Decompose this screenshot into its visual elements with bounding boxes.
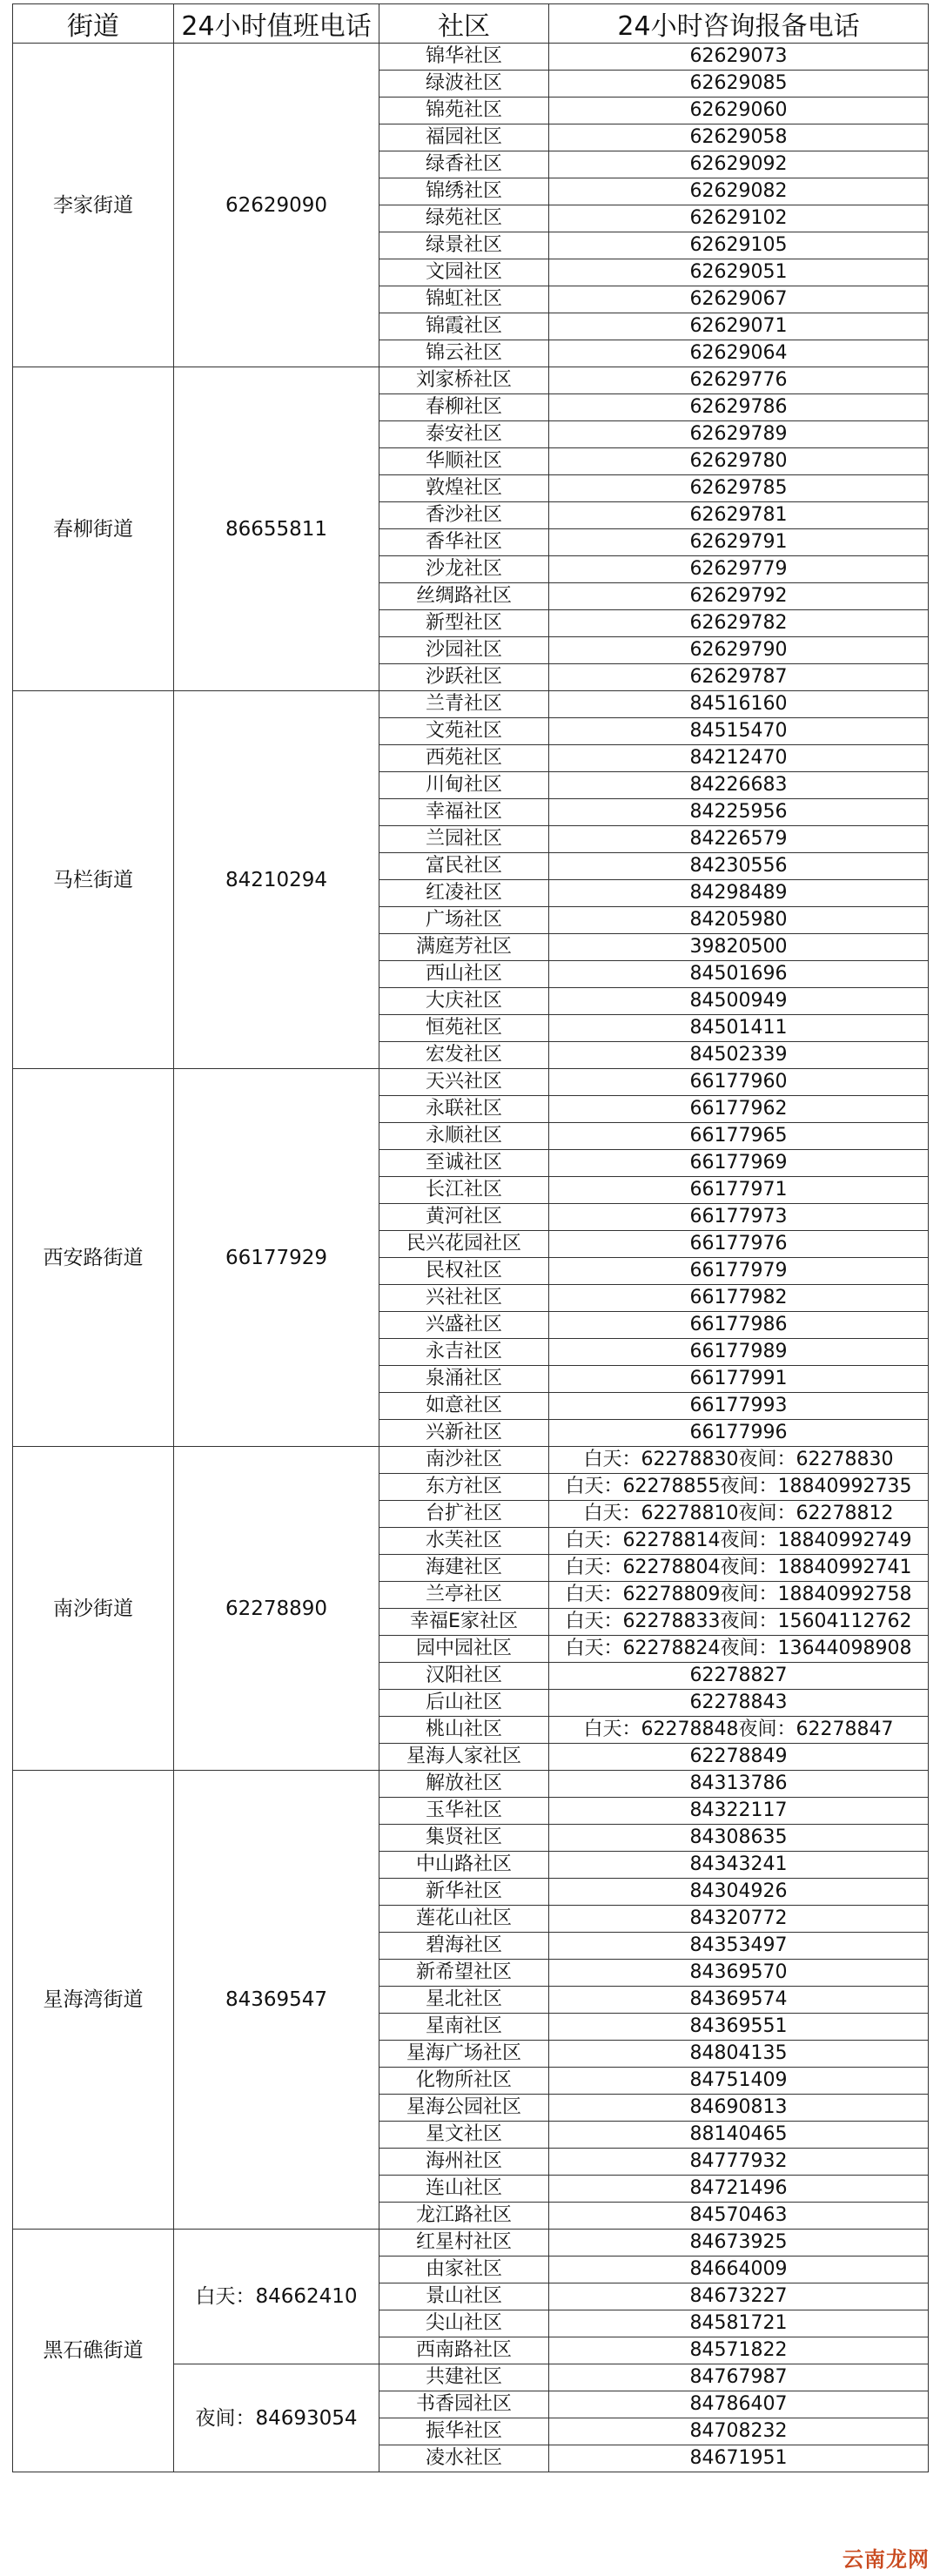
community-name: 星海广场社区: [379, 2041, 549, 2068]
community-name: 至诚社区: [379, 1150, 549, 1177]
community-name: 桃山社区: [379, 1717, 549, 1744]
community-name: 后山社区: [379, 1690, 549, 1717]
community-phone: 66177986: [549, 1312, 929, 1339]
community-name: 富民社区: [379, 853, 549, 880]
community-phone: 62629781: [549, 502, 929, 529]
community-name: 沙龙社区: [379, 556, 549, 583]
phone-directory: [12, 3, 928, 2472]
community-phone: 84571822: [549, 2337, 929, 2364]
community-name: 连山社区: [379, 2176, 549, 2203]
directory-table: [12, 3, 929, 2472]
street-duty-phone: 66177929: [174, 1069, 379, 1447]
community-phone: 84516160: [549, 691, 929, 718]
community-name: 星海人家社区: [379, 1744, 549, 1771]
community-name: 文园社区: [379, 259, 549, 286]
community-phone: 39820500: [549, 934, 929, 961]
community-phone: 66177962: [549, 1096, 929, 1123]
community-name: 春柳社区: [379, 394, 549, 421]
community-phone: 84308635: [549, 1825, 929, 1852]
community-name: 绿苑社区: [379, 205, 549, 232]
community-name: 南沙社区: [379, 1447, 549, 1474]
community-name: 如意社区: [379, 1393, 549, 1420]
community-name: 解放社区: [379, 1771, 549, 1798]
community-name: 绿景社区: [379, 232, 549, 259]
table-row: [13, 691, 929, 718]
community-phone: 84581721: [549, 2310, 929, 2337]
community-phone: 62629058: [549, 124, 929, 151]
community-phone: 62629780: [549, 448, 929, 475]
community-phone: 84304926: [549, 1879, 929, 1906]
community-name: 书香园社区: [379, 2391, 549, 2418]
community-name: 红星村社区: [379, 2230, 549, 2257]
community-name: 泉涌社区: [379, 1366, 549, 1393]
community-name: 香沙社区: [379, 502, 549, 529]
community-phone: 84751409: [549, 2068, 929, 2095]
community-name: 沙跃社区: [379, 664, 549, 691]
community-phone: 白天：62278824夜间：13644098908: [549, 1636, 929, 1663]
community-phone: 白天：62278833夜间：15604112762: [549, 1609, 929, 1636]
community-phone: 62629786: [549, 394, 929, 421]
community-name: 华顺社区: [379, 448, 549, 475]
community-name: 星南社区: [379, 2014, 549, 2041]
community-phone: 84320772: [549, 1906, 929, 1933]
community-name: 锦云社区: [379, 340, 549, 367]
community-phone: 88140465: [549, 2122, 929, 2149]
community-phone: 62629085: [549, 71, 929, 98]
community-phone: 84313786: [549, 1771, 929, 1798]
community-phone: 66177979: [549, 1258, 929, 1285]
community-name: 星北社区: [379, 1987, 549, 2014]
street-name: 西安路街道: [13, 1069, 174, 1447]
community-phone: 84786407: [549, 2391, 929, 2418]
community-name: 星海公园社区: [379, 2095, 549, 2122]
community-name: 大庆社区: [379, 988, 549, 1015]
community-name: 丝绸路社区: [379, 583, 549, 610]
street-duty-phone-day: 白天：84662410: [174, 2230, 379, 2364]
community-name: 龙江路社区: [379, 2203, 549, 2230]
community-phone: 66177971: [549, 1177, 929, 1204]
community-phone: 84322117: [549, 1798, 929, 1825]
community-phone: 84353497: [549, 1933, 929, 1960]
community-name: 西苑社区: [379, 745, 549, 772]
community-name: 永吉社区: [379, 1339, 549, 1366]
street-name: 春柳街道: [13, 367, 174, 691]
community-name: 共建社区: [379, 2364, 549, 2391]
community-name: 锦绣社区: [379, 178, 549, 205]
header-duty-phone: 24小时值班电话: [174, 4, 379, 44]
header-consult-phone: 24小时咨询报备电话: [549, 4, 929, 44]
community-name: 中山路社区: [379, 1852, 549, 1879]
community-phone: 84500949: [549, 988, 929, 1015]
community-phone: 62278849: [549, 1744, 929, 1771]
community-phone: 84298489: [549, 880, 929, 907]
community-name: 新型社区: [379, 610, 549, 637]
community-name: 尖山社区: [379, 2310, 549, 2337]
street-name: 李家街道: [13, 44, 174, 367]
community-phone: 62629779: [549, 556, 929, 583]
community-phone: 白天：62278810夜间：62278812: [549, 1501, 929, 1528]
community-phone: 84673227: [549, 2283, 929, 2310]
street-name: 马栏街道: [13, 691, 174, 1069]
community-phone: 84225956: [549, 799, 929, 826]
community-phone: 62278843: [549, 1690, 929, 1717]
community-phone: 66177965: [549, 1123, 929, 1150]
community-name: 碧海社区: [379, 1933, 549, 1960]
community-name: 海建社区: [379, 1555, 549, 1582]
community-phone: 84804135: [549, 2041, 929, 2068]
table-row: [13, 44, 929, 71]
community-name: 新希望社区: [379, 1960, 549, 1987]
street-duty-phone: 62629090: [174, 44, 379, 367]
header-street: 街道: [13, 4, 174, 44]
community-name: 新华社区: [379, 1879, 549, 1906]
community-phone: 62629073: [549, 44, 929, 71]
community-phone: 62629791: [549, 529, 929, 556]
table-body: [13, 44, 929, 2472]
community-name: 园中园社区: [379, 1636, 549, 1663]
community-name: 泰安社区: [379, 421, 549, 448]
community-phone: 62629787: [549, 664, 929, 691]
community-name: 刘家桥社区: [379, 367, 549, 394]
community-name: 沙园社区: [379, 637, 549, 664]
community-phone: 62629060: [549, 98, 929, 124]
community-name: 兴新社区: [379, 1420, 549, 1447]
community-phone: 66177991: [549, 1366, 929, 1393]
table-row: [13, 2230, 929, 2257]
community-name: 兰青社区: [379, 691, 549, 718]
community-name: 西南路社区: [379, 2337, 549, 2364]
watermark-logo: 云南龙网: [843, 2547, 930, 2572]
community-name: 绿香社区: [379, 151, 549, 178]
table-row: [13, 1771, 929, 1798]
community-name: 东方社区: [379, 1474, 549, 1501]
community-phone: 84777932: [549, 2149, 929, 2176]
community-name: 幸福社区: [379, 799, 549, 826]
community-phone: 66177989: [549, 1339, 929, 1366]
community-name: 海州社区: [379, 2149, 549, 2176]
community-name: 兴社社区: [379, 1285, 549, 1312]
street-duty-phone: 84369547: [174, 1771, 379, 2230]
community-name: 莲花山社区: [379, 1906, 549, 1933]
community-name: 文苑社区: [379, 718, 549, 745]
community-name: 水芙社区: [379, 1528, 549, 1555]
community-phone: 白天：62278804夜间：18840992741: [549, 1555, 929, 1582]
community-name: 福园社区: [379, 124, 549, 151]
community-name: 民兴花园社区: [379, 1231, 549, 1258]
community-phone: 62629782: [549, 610, 929, 637]
community-name: 长江社区: [379, 1177, 549, 1204]
community-name: 川甸社区: [379, 772, 549, 799]
community-phone: 62629102: [549, 205, 929, 232]
community-phone: 84502339: [549, 1042, 929, 1069]
community-phone: 84501411: [549, 1015, 929, 1042]
community-name: 台扩社区: [379, 1501, 549, 1528]
community-phone: 62629776: [549, 367, 929, 394]
community-name: 锦华社区: [379, 44, 549, 71]
community-phone: 84343241: [549, 1852, 929, 1879]
community-name: 黄河社区: [379, 1204, 549, 1231]
community-phone: 62629785: [549, 475, 929, 502]
community-name: 兰园社区: [379, 826, 549, 853]
community-phone: 84664009: [549, 2257, 929, 2283]
table-row: [13, 367, 929, 394]
community-phone: 白天：62278814夜间：18840992749: [549, 1528, 929, 1555]
community-name: 敦煌社区: [379, 475, 549, 502]
community-name: 汉阳社区: [379, 1663, 549, 1690]
community-phone: 66177993: [549, 1393, 929, 1420]
community-name: 满庭芳社区: [379, 934, 549, 961]
header-community: 社区: [379, 4, 549, 44]
community-phone: 84369574: [549, 1987, 929, 2014]
community-phone: 84721496: [549, 2176, 929, 2203]
community-name: 集贤社区: [379, 1825, 549, 1852]
community-phone: 62629051: [549, 259, 929, 286]
community-name: 广场社区: [379, 907, 549, 934]
community-name: 兴盛社区: [379, 1312, 549, 1339]
community-phone: 84369570: [549, 1960, 929, 1987]
community-name: 红凌社区: [379, 880, 549, 907]
community-name: 由家社区: [379, 2257, 549, 2283]
community-name: 天兴社区: [379, 1069, 549, 1096]
community-phone: 66177969: [549, 1150, 929, 1177]
community-name: 绿波社区: [379, 71, 549, 98]
community-phone: 白天：62278830夜间：62278830: [549, 1447, 929, 1474]
community-name: 锦霞社区: [379, 313, 549, 340]
community-phone: 66177976: [549, 1231, 929, 1258]
street-duty-phone-night: 夜间：84693054: [174, 2364, 379, 2472]
community-name: 锦苑社区: [379, 98, 549, 124]
community-phone: 84515470: [549, 718, 929, 745]
community-name: 西山社区: [379, 961, 549, 988]
community-name: 化物所社区: [379, 2068, 549, 2095]
community-phone: 62629071: [549, 313, 929, 340]
community-phone: 白天：62278848夜间：62278847: [549, 1717, 929, 1744]
community-name: 恒苑社区: [379, 1015, 549, 1042]
table-row: [13, 1069, 929, 1096]
community-phone: 62629790: [549, 637, 929, 664]
community-phone: 66177960: [549, 1069, 929, 1096]
community-phone: 62629789: [549, 421, 929, 448]
community-name: 振华社区: [379, 2418, 549, 2445]
community-name: 星文社区: [379, 2122, 549, 2149]
community-phone: 84570463: [549, 2203, 929, 2230]
street-duty-phone: 84210294: [174, 691, 379, 1069]
community-phone: 62278827: [549, 1663, 929, 1690]
community-name: 凌水社区: [379, 2445, 549, 2472]
community-name: 兰亭社区: [379, 1582, 549, 1609]
community-name: 民权社区: [379, 1258, 549, 1285]
community-name: 玉华社区: [379, 1798, 549, 1825]
community-name: 香华社区: [379, 529, 549, 556]
community-phone: 白天：62278809夜间：18840992758: [549, 1582, 929, 1609]
community-phone: 66177973: [549, 1204, 929, 1231]
community-phone: 84767987: [549, 2364, 929, 2391]
community-phone: 62629067: [549, 286, 929, 313]
street-name: 黑石礁街道: [13, 2230, 174, 2472]
community-name: 永联社区: [379, 1096, 549, 1123]
street-name: 星海湾街道: [13, 1771, 174, 2230]
community-name: 锦虹社区: [379, 286, 549, 313]
community-phone: 84708232: [549, 2418, 929, 2445]
community-phone: 84690813: [549, 2095, 929, 2122]
community-phone: 84230556: [549, 853, 929, 880]
community-phone: 62629082: [549, 178, 929, 205]
community-phone: 84369551: [549, 2014, 929, 2041]
community-phone: 84673925: [549, 2230, 929, 2257]
community-phone: 84671951: [549, 2445, 929, 2472]
community-phone: 62629105: [549, 232, 929, 259]
street-duty-phone: 86655811: [174, 367, 379, 691]
street-name: 南沙街道: [13, 1447, 174, 1771]
community-phone: 84205980: [549, 907, 929, 934]
community-phone: 62629092: [549, 151, 929, 178]
community-name: 幸福E家社区: [379, 1609, 549, 1636]
community-phone: 66177996: [549, 1420, 929, 1447]
community-name: 宏发社区: [379, 1042, 549, 1069]
community-name: 永顺社区: [379, 1123, 549, 1150]
street-duty-phone: 62278890: [174, 1447, 379, 1771]
community-phone: 66177982: [549, 1285, 929, 1312]
community-name: 景山社区: [379, 2283, 549, 2310]
table-row: [13, 1447, 929, 1474]
community-phone: 84226579: [549, 826, 929, 853]
community-phone: 62629064: [549, 340, 929, 367]
header-row: [13, 4, 929, 44]
community-phone: 白天：62278855夜间：18840992735: [549, 1474, 929, 1501]
community-phone: 84212470: [549, 745, 929, 772]
community-phone: 62629792: [549, 583, 929, 610]
community-phone: 84226683: [549, 772, 929, 799]
community-phone: 84501696: [549, 961, 929, 988]
